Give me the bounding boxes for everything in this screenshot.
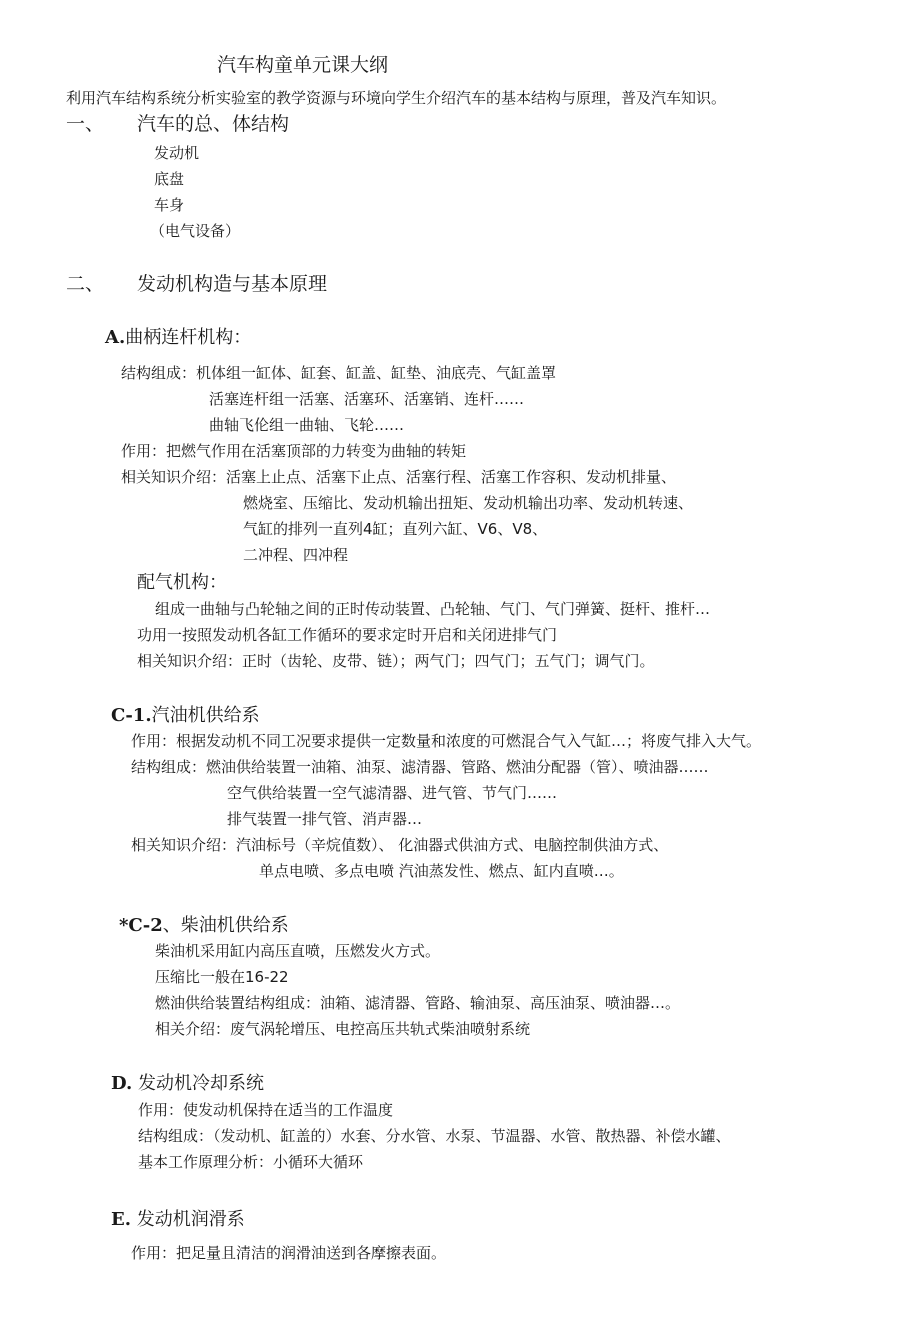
partC2-line: 相关介绍：废气涡轮增压、电控高压共轨式柴油喷射系统 <box>155 1020 531 1038</box>
section2-heading: 发动机构造与基本原理 <box>137 273 328 295</box>
partA-line: 活塞连杆组一活塞、活塞环、活塞销、连杆…… <box>209 390 525 408</box>
partB-line: 组成一曲轴与凸轮轴之间的正时传动装置、凸轮轴、气门、气门弹簧、挺杆、推杆… <box>155 600 711 618</box>
partC2-heading-row <box>119 917 289 935</box>
partC2-prefix: *C-2 <box>119 915 163 936</box>
partC1-line: 排气装置一排气管、消声器… <box>227 810 423 828</box>
partB-line: 相关知识介绍：正时（齿轮、皮带、链）；两气门；四气门；五气门；调气门。 <box>137 652 655 670</box>
partA-line: 曲轴飞伦组一曲轴、飞轮…… <box>209 416 405 434</box>
partC1-line: 相关知识介绍：汽油标号（辛烷值数）、 化油器式供油方式、电脑控制供油方式、 <box>131 836 669 854</box>
partA-line: 二冲程、四冲程 <box>243 546 349 564</box>
partC1-line: 单点电喷、多点电喷 汽油蒸发性、燃点、缸内直喷…。 <box>259 862 624 880</box>
partE-heading: 发动机润滑系 <box>131 1209 245 1230</box>
partC2-line: 柴油机采用缸内高压直喷，压燃发火方式。 <box>155 942 441 960</box>
partD-line: 结构组成：（发动机、缸盖的）水套、分水管、水泵、节温器、水管、散热器、补偿水罐、 <box>138 1127 731 1145</box>
partA-prefix: A. <box>105 327 126 348</box>
partE-heading-row <box>111 1211 245 1229</box>
partC2-line: 压缩比一般在16-22 <box>155 968 289 986</box>
partA-heading: 曲柄连杆机构： <box>125 327 252 348</box>
section1-item: 底盘 <box>154 170 185 188</box>
partC2-line: 燃油供给装置结构组成：油箱、滤清器、管路、输油泵、高压油泵、喷油器…。 <box>155 994 681 1012</box>
partC1-line: 空气供给装置一空气滤清器、进气管、节气门…… <box>227 784 558 802</box>
intro-paragraph: 利用汽车结构系统分析实验室的教学资源与环境向学生介绍汽车的基本结构与原理，普及汽车知识。 <box>66 89 727 107</box>
partD-line: 作用：使发动机保持在适当的工作温度 <box>138 1101 394 1119</box>
section1-item: 发动机 <box>154 144 200 162</box>
partA-line: 作用：把燃气作用在活塞顶部的力转变为曲轴的转矩 <box>121 442 467 460</box>
partC1-heading-row <box>111 707 260 725</box>
partC1-line: 结构组成：燃油供给装置一油箱、油泵、滤清器、管路、燃油分配器（管）、喷油器…… <box>131 758 709 776</box>
document-title: 汽车构童单元课大纲 <box>217 54 389 76</box>
partD-heading: 发动机冷却系统 <box>132 1073 264 1094</box>
partD-heading-row <box>111 1075 264 1093</box>
partE-prefix: E. <box>111 1209 131 1230</box>
partA-heading-row <box>105 329 251 347</box>
partC1-prefix: C-1. <box>111 705 152 726</box>
section2-number: 二、 <box>66 273 105 295</box>
section1-number: 一、 <box>66 113 105 135</box>
partB-line: 功用一按照发动机各缸工作循环的要求定时开启和关闭进排气门 <box>137 626 558 644</box>
partA-line: 气缸的排列一直列4缸；直列六缸、V6、V8、 <box>243 520 548 538</box>
partE-line: 作用：把足量且清洁的润滑油送到各摩擦表面。 <box>131 1244 447 1262</box>
partA-line: 燃烧室、压缩比、发动机输出扭矩、发动机输出功率、发动机转速、 <box>243 494 694 512</box>
partC1-heading: 汽油机供给系 <box>151 705 260 726</box>
section1-item: 车身 <box>154 196 185 214</box>
partD-prefix: D. <box>111 1073 133 1094</box>
partA-line: 结构组成：机体组一缸体、缸套、缸盖、缸垫、油底壳、气缸盖罩 <box>121 364 557 382</box>
partA-line: 相关知识介绍：活塞上止点、活塞下止点、活塞行程、活塞工作容积、发动机排量、 <box>121 468 677 486</box>
partC2-heading: 、柴油机供给系 <box>162 915 289 936</box>
partD-line: 基本工作原理分析：小循环大循环 <box>138 1153 364 1171</box>
partC1-line: 作用：根据发动机不同工况要求提供一定数量和浓度的可燃混合气入气缸…；将废气排入大气。 <box>131 732 762 750</box>
partB-heading: 配气机构： <box>137 572 227 593</box>
section1-item: （电气设备） <box>150 222 241 240</box>
section1-heading: 汽车的总、体结构 <box>137 113 290 135</box>
